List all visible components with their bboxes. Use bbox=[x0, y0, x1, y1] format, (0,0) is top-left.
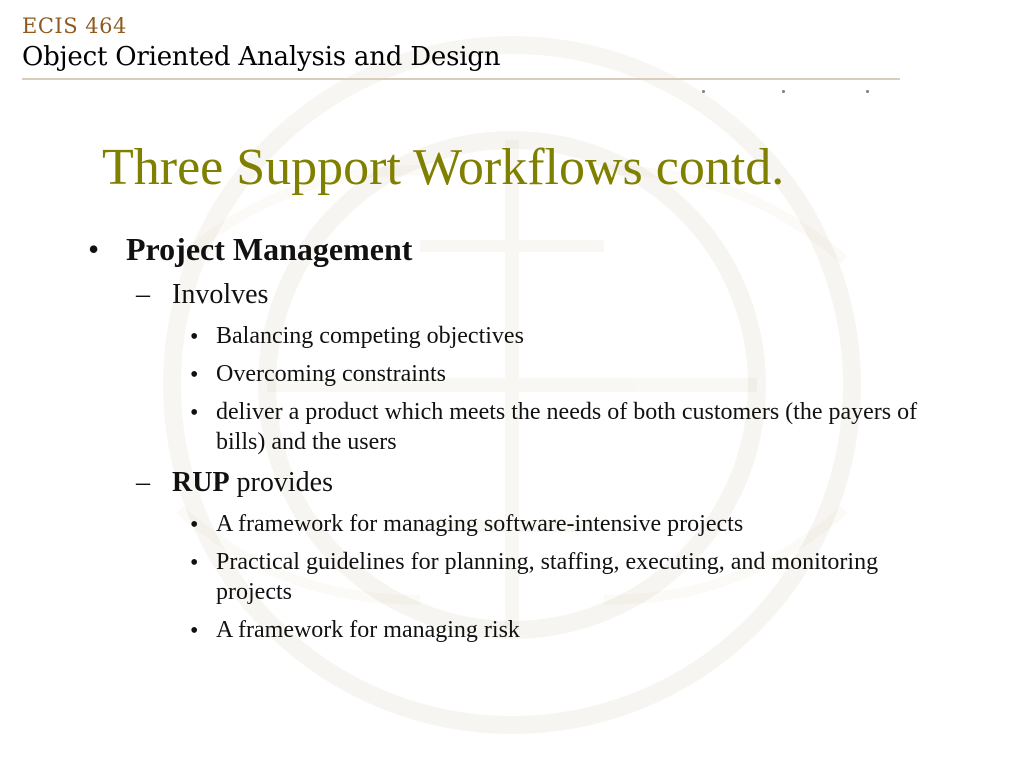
small-bullet: • bbox=[190, 550, 199, 576]
sub-dash: – bbox=[136, 467, 150, 498]
rup-item bbox=[78, 511, 958, 539]
project-management-heading: Project Management bbox=[126, 231, 413, 267]
rup-provides-heading bbox=[172, 467, 333, 499]
involves-item bbox=[78, 323, 958, 351]
small-bullet: • bbox=[190, 324, 199, 350]
main-bullet: • bbox=[88, 231, 100, 267]
rup-line bbox=[78, 467, 958, 499]
rup-item-text: Practical guidelines for planning, staffing, executing, and monitoring projects bbox=[216, 549, 879, 605]
small-bullet: • bbox=[190, 512, 199, 538]
rup-label: RUP bbox=[172, 467, 230, 498]
header-dot bbox=[866, 90, 869, 93]
involves-label: Involves bbox=[172, 279, 269, 310]
rup-item-text: A framework for managing software-intensive projects bbox=[216, 511, 744, 537]
involves-line bbox=[78, 279, 958, 311]
involves-item-text: Overcoming constraints bbox=[216, 361, 446, 387]
header-dot bbox=[702, 90, 705, 93]
slide-title: Three Support Workflows contd. bbox=[102, 138, 785, 196]
small-bullet: • bbox=[190, 618, 199, 644]
small-bullet: • bbox=[190, 400, 199, 426]
course-name: Object Oriented Analysis and Design bbox=[22, 42, 501, 72]
sub-dash: – bbox=[136, 279, 150, 310]
course-code: ECIS 464 bbox=[22, 14, 127, 38]
rup-provides-label: provides bbox=[229, 467, 333, 498]
project-management-line bbox=[78, 231, 958, 267]
rup-item bbox=[78, 617, 958, 645]
header-rule bbox=[22, 78, 900, 80]
involves-item bbox=[78, 361, 958, 389]
involves-item-text: Balancing competing objectives bbox=[216, 323, 524, 349]
rup-item bbox=[78, 549, 958, 609]
involves-item bbox=[78, 399, 958, 459]
involves-item-text: deliver a product which meets the needs of both customers (the payers of bills) and the users bbox=[216, 399, 918, 455]
header-dot bbox=[782, 90, 785, 93]
rup-item-text: A framework for managing risk bbox=[216, 617, 520, 643]
small-bullet: • bbox=[190, 362, 199, 388]
